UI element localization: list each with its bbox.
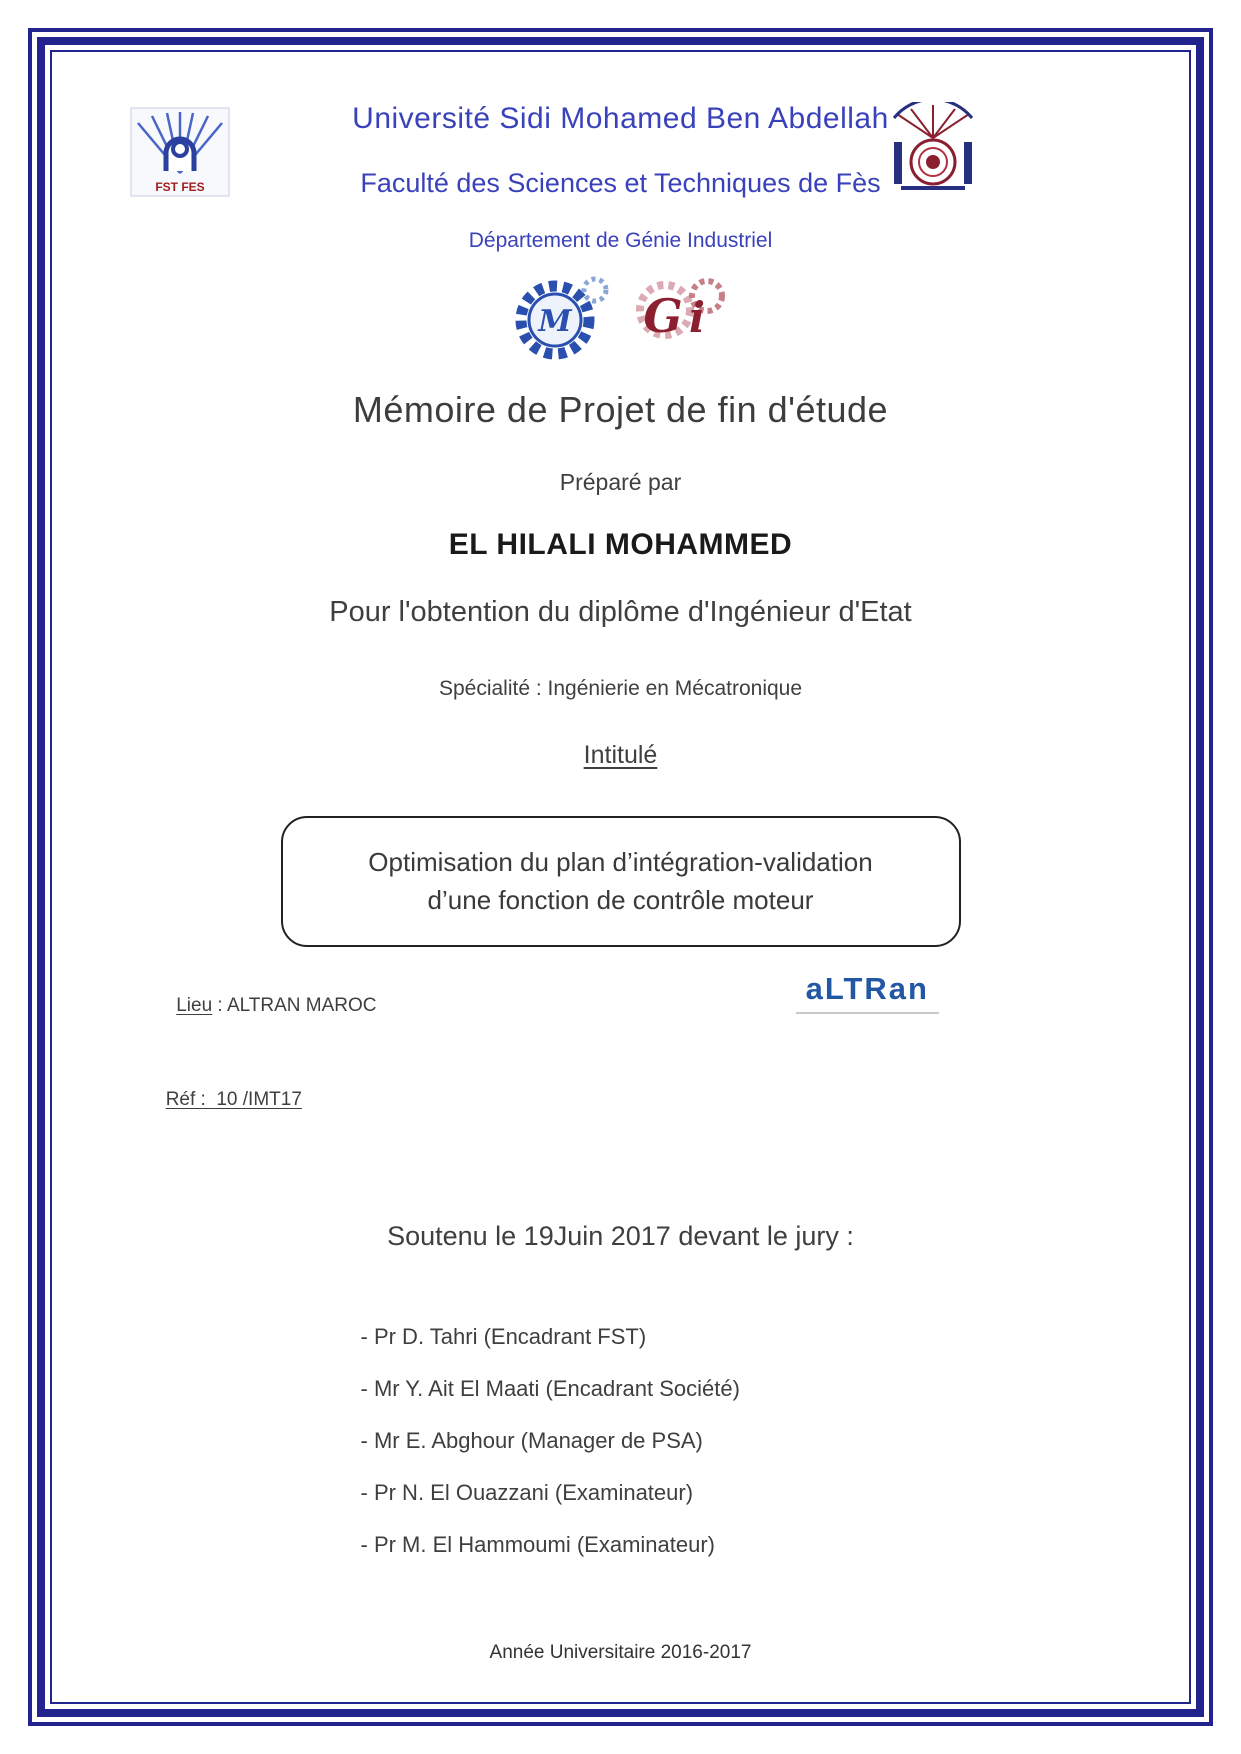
memoir-title: Mémoire de Projet de fin d'étude [352,389,889,430]
page-border-mid [37,37,1204,1717]
page-border [28,28,1213,1726]
faculty-name: Faculté des Sciences et Techniques de Fès [360,168,881,198]
lieu-value: : ALTRAN MAROC [212,995,377,1017]
jury-member: - Pr M. El Hammoumi (Examinateur) [360,1532,716,1558]
gear-m-logo [507,268,617,373]
diploma-line: Pour l'obtention du diplôme d'Ingénieur d'Etat [329,596,912,628]
gear-m-logo-letter: M [537,303,572,339]
location-row [52,973,1189,1039]
jury-list [361,1324,881,1558]
department-name: Département de Génie Industriel [468,229,773,252]
gi-logo-i: i [688,292,705,342]
ref-line [52,1067,1189,1133]
specialty-line: Spécialité : Ingénierie en Mécatronique [438,677,803,700]
university-emblem [887,102,979,205]
intitule-label: Intitulé [583,741,658,769]
altran-logo: aLTRan [796,969,939,1014]
ref-value: Réf : 10 /IMT17 [165,1089,302,1111]
fst-fes-logo [130,107,230,202]
prepared-by-label: Préparé par [559,469,682,495]
fst-fes-logo-text: FST FES [155,180,205,194]
lieu-line [134,973,377,1039]
jury-member: - Mr E. Abghour (Manager de PSA) [360,1428,703,1454]
title-page [52,52,1189,1702]
jury-member: - Mr Y. Ait El Maati (Encadrant Société) [360,1376,740,1402]
subject-line-1: Optimisation du plan d’intégration-validation [368,847,873,877]
gi-logo [631,268,735,373]
gi-logo-g: G [642,288,683,343]
lieu-label: Lieu [176,995,213,1017]
subject-line-2: d’une fonction de contrôle moteur [427,884,814,915]
author-name: EL HILALI MOHAMMED [448,528,793,561]
jury-member: - Pr D. Tahri (Encadrant FST) [360,1324,647,1350]
defense-line: Soutenu le 19Juin 2017 devant le jury : [387,1221,854,1252]
department-logos [52,269,1189,371]
jury-member: - Pr N. El Ouazzani (Examinateur) [360,1480,694,1506]
page-border-inner [50,50,1191,1704]
footer-year: Année Universitaire 2016-2017 [489,1642,752,1663]
university-name: Université Sidi Mohamed Ben Abdellah [352,102,889,135]
subject-box [281,816,961,947]
